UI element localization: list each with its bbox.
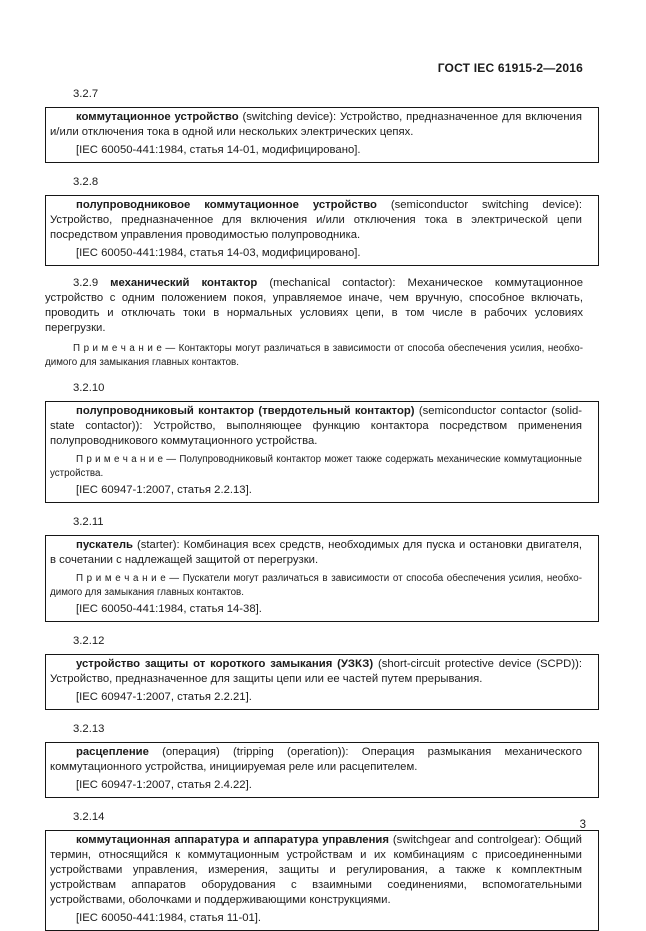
definition-paragraph — [45, 276, 599, 336]
definition-paragraph — [50, 404, 582, 449]
term-ru-bold: механический контактор — [110, 277, 258, 289]
note-text: П р и м е ч а н и е — Пускатели могут различаться в зависимости от способа обеспечения усилия, необходимого для замыкания главных контактов. — [50, 573, 582, 598]
definition-text: (mechanical contactor): Механическое коммутационное устройство с одним положением покоя, управляемое иначе, чем вручную, способное включать, проводить и отключать токи в нормальных условиях цепи, в том числе в рабочих условиях перегрузки. — [45, 277, 583, 334]
term-ru-bold: коммутационная аппаратура и аппаратура управления — [76, 834, 389, 846]
term-ru-bold: пускатель — [76, 539, 133, 551]
definition-box — [45, 830, 599, 931]
clause-number: 3.2.9 — [73, 277, 99, 289]
definition-box — [45, 742, 599, 798]
running-header: ГОСТ IEC 61915-2—2016 — [437, 61, 583, 75]
definition-paragraph — [50, 745, 582, 775]
definition-paragraph — [50, 833, 582, 908]
definition-paragraph — [50, 110, 582, 140]
definition-text: (switching device): Устройство, предназначенное для включения и/или отключения тока в одной или нескольких электрических цепях. — [50, 111, 582, 138]
citation-text: [IEC 60947-1:2007, статья 2.2.21]. — [76, 691, 252, 703]
citation-text: [IEC 60947-1:2007, статья 2.4.22]. — [76, 779, 252, 791]
definition-paragraph — [50, 657, 582, 687]
clause-number: 3.2.7 — [73, 88, 99, 100]
citation-text: [IEC 60050-441:1984, статья 11-01]. — [76, 912, 262, 924]
term-ru-bold: полупроводниковый контактор (твердотельный контактор) — [76, 405, 415, 417]
clause-3-2-12 — [45, 634, 599, 710]
clause-number: 3.2.12 — [73, 635, 105, 647]
term-ru-bold: коммутационное устройство — [76, 111, 239, 123]
clause-number: 3.2.13 — [73, 723, 105, 735]
term-ru-bold: расцепление — [76, 746, 149, 758]
citation-text: [IEC 60947-1:2007, статья 2.2.13]. — [76, 484, 252, 496]
clause-3-2-8 — [45, 175, 599, 266]
definition-text: (short-circuit protective device (SCPD)): Устройство, предназначенное для защиты цепи или ее частей путем прерывания. — [50, 658, 583, 685]
definition-box — [45, 535, 599, 622]
note-text: П р и м е ч а н и е — Полупроводниковый контактор может также содержать механические коммутационные устройства. — [50, 454, 582, 479]
term-ru-bold: устройство защиты от короткого замыкания (УЗКЗ) — [76, 658, 374, 670]
clause-3-2-9 — [45, 276, 599, 369]
clause-3-2-10 — [45, 381, 599, 503]
definition-box — [45, 195, 599, 266]
citation-text: [IEC 60050-441:1984, статья 14-01, модифицировано]. — [76, 144, 361, 156]
definition-text: (switchgear and controlgear): Общий термин, относящийся к коммутационным устройствам и их комбинациям с присоединенными устройствами управления, измерения, защиты и регулирования, а также к комплектным устройствам аппаратов оборудования с взаимными соединениями, вспомогательными устройствами, оболочками и поддерживающими конструкциями. — [50, 834, 582, 906]
page-content — [45, 87, 599, 931]
clause-number: 3.2.8 — [73, 176, 99, 188]
clause-3-2-11 — [45, 515, 599, 622]
definition-box — [45, 401, 599, 503]
clause-number: 3.2.10 — [73, 382, 105, 394]
clause-3-2-13 — [45, 722, 599, 798]
definition-text: (semiconductor contactor (solid-state contactor)): Устройство, выполняющее функцию контактора посредством применения полупроводникового коммутационного устройства. — [50, 405, 582, 447]
term-ru-bold: полупроводниковое коммутационное устройство — [76, 199, 377, 211]
definition-text: (semiconductor switching device): Устройство, предназначенное для включения и/или отключения тока в электрической цепи посредством управления проводимостью полупроводника. — [50, 199, 582, 241]
clause-number: 3.2.14 — [73, 811, 105, 823]
citation-text: [IEC 60050-441:1984, статья 14-03, модифицировано]. — [76, 247, 361, 259]
clause-number: 3.2.11 — [73, 516, 104, 528]
definition-text: (операция) (tripping (operation)): Операция размыкания механического коммутационного устройства, инициируемая реле или расцепителем. — [50, 746, 582, 773]
citation-text: [IEC 60050-441:1984, статья 14-38]. — [76, 603, 262, 615]
definition-box — [45, 654, 599, 710]
definition-text: (starter): Комбинация всех средств, необходимых для пуска и остановки двигателя, в сочетании с надлежащей защитой от перегрузки. — [50, 539, 582, 566]
clause-3-2-7 — [45, 87, 599, 163]
page-number: 3 — [579, 819, 586, 831]
definition-paragraph — [50, 538, 582, 568]
definition-paragraph — [50, 198, 582, 243]
note-text: П р и м е ч а н и е — Контакторы могут различаться в зависимости от способа обеспечения усилия, необходимого для замыкания главных контактов. — [45, 343, 583, 368]
definition-box — [45, 107, 599, 163]
